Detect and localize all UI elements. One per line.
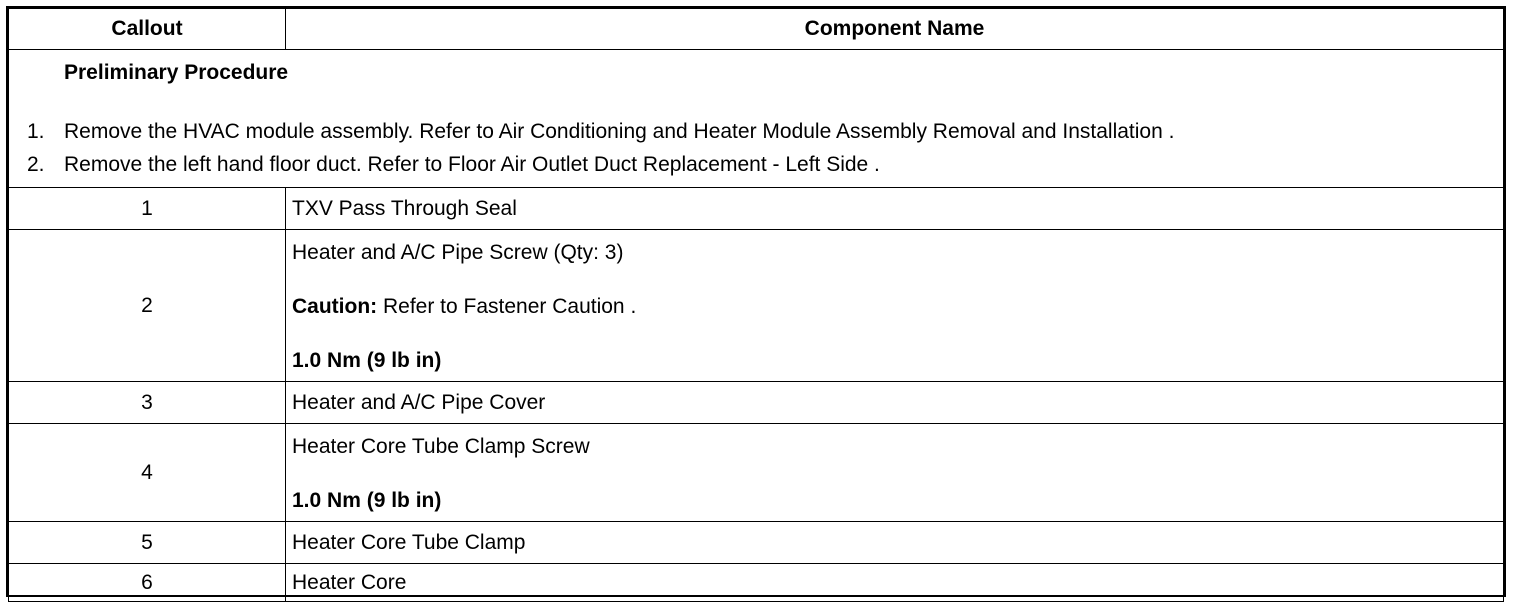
step-number: 2. xyxy=(27,152,45,176)
preliminary-procedure-title: Preliminary Procedure xyxy=(64,61,289,84)
component-name: Heater Core Tube Clamp Screw xyxy=(292,435,590,458)
torque-spec: 1.0 Nm (9 lb in) xyxy=(292,489,442,512)
table-row xyxy=(9,564,1504,602)
preliminary-procedure-row xyxy=(9,50,1504,188)
torque-spec: 1.0 Nm (9 lb in) xyxy=(292,349,442,372)
component-name-header: Component Name xyxy=(286,9,1504,50)
caution-note xyxy=(292,295,1503,319)
component-name-cell xyxy=(286,230,1504,382)
callout-cell: 5 xyxy=(9,522,286,564)
step-number: 1. xyxy=(27,119,45,143)
procedure-step xyxy=(9,115,1503,148)
component-name-cell xyxy=(286,424,1504,522)
callout-cell: 6 xyxy=(9,564,286,602)
procedure-steps xyxy=(9,115,1503,181)
table-header-row xyxy=(9,9,1504,50)
callout-cell: 2 xyxy=(9,230,286,382)
caution-label: Caution: xyxy=(292,295,378,318)
callout-header: Callout xyxy=(9,9,286,50)
callout-cell: 3 xyxy=(9,382,286,424)
component-table xyxy=(8,8,1504,602)
component-table-frame xyxy=(6,6,1506,597)
preliminary-procedure-cell xyxy=(9,50,1504,188)
caution-text: Refer to Fastener Caution . xyxy=(377,295,637,318)
table-row xyxy=(9,424,1504,522)
component-name-cell: Heater and A/C Pipe Cover xyxy=(286,382,1504,424)
component-name-cell: TXV Pass Through Seal xyxy=(286,188,1504,230)
table-row xyxy=(9,382,1504,424)
table-row xyxy=(9,522,1504,564)
callout-cell: 1 xyxy=(9,188,286,230)
callout-cell: 4 xyxy=(9,424,286,522)
table-row xyxy=(9,230,1504,382)
table-row xyxy=(9,188,1504,230)
step-text: Remove the left hand floor duct. Refer to Floor Air Outlet Duct Replacement - Left Side . xyxy=(64,152,880,176)
procedure-step xyxy=(9,148,1503,181)
component-name: Heater and A/C Pipe Screw (Qty: 3) xyxy=(292,241,624,264)
component-name-cell: Heater Core Tube Clamp xyxy=(286,522,1504,564)
component-name-cell: Heater Core xyxy=(286,564,1504,602)
step-text: Remove the HVAC module assembly. Refer to Air Conditioning and Heater Module Assembly Removal and Installation . xyxy=(64,119,1175,143)
